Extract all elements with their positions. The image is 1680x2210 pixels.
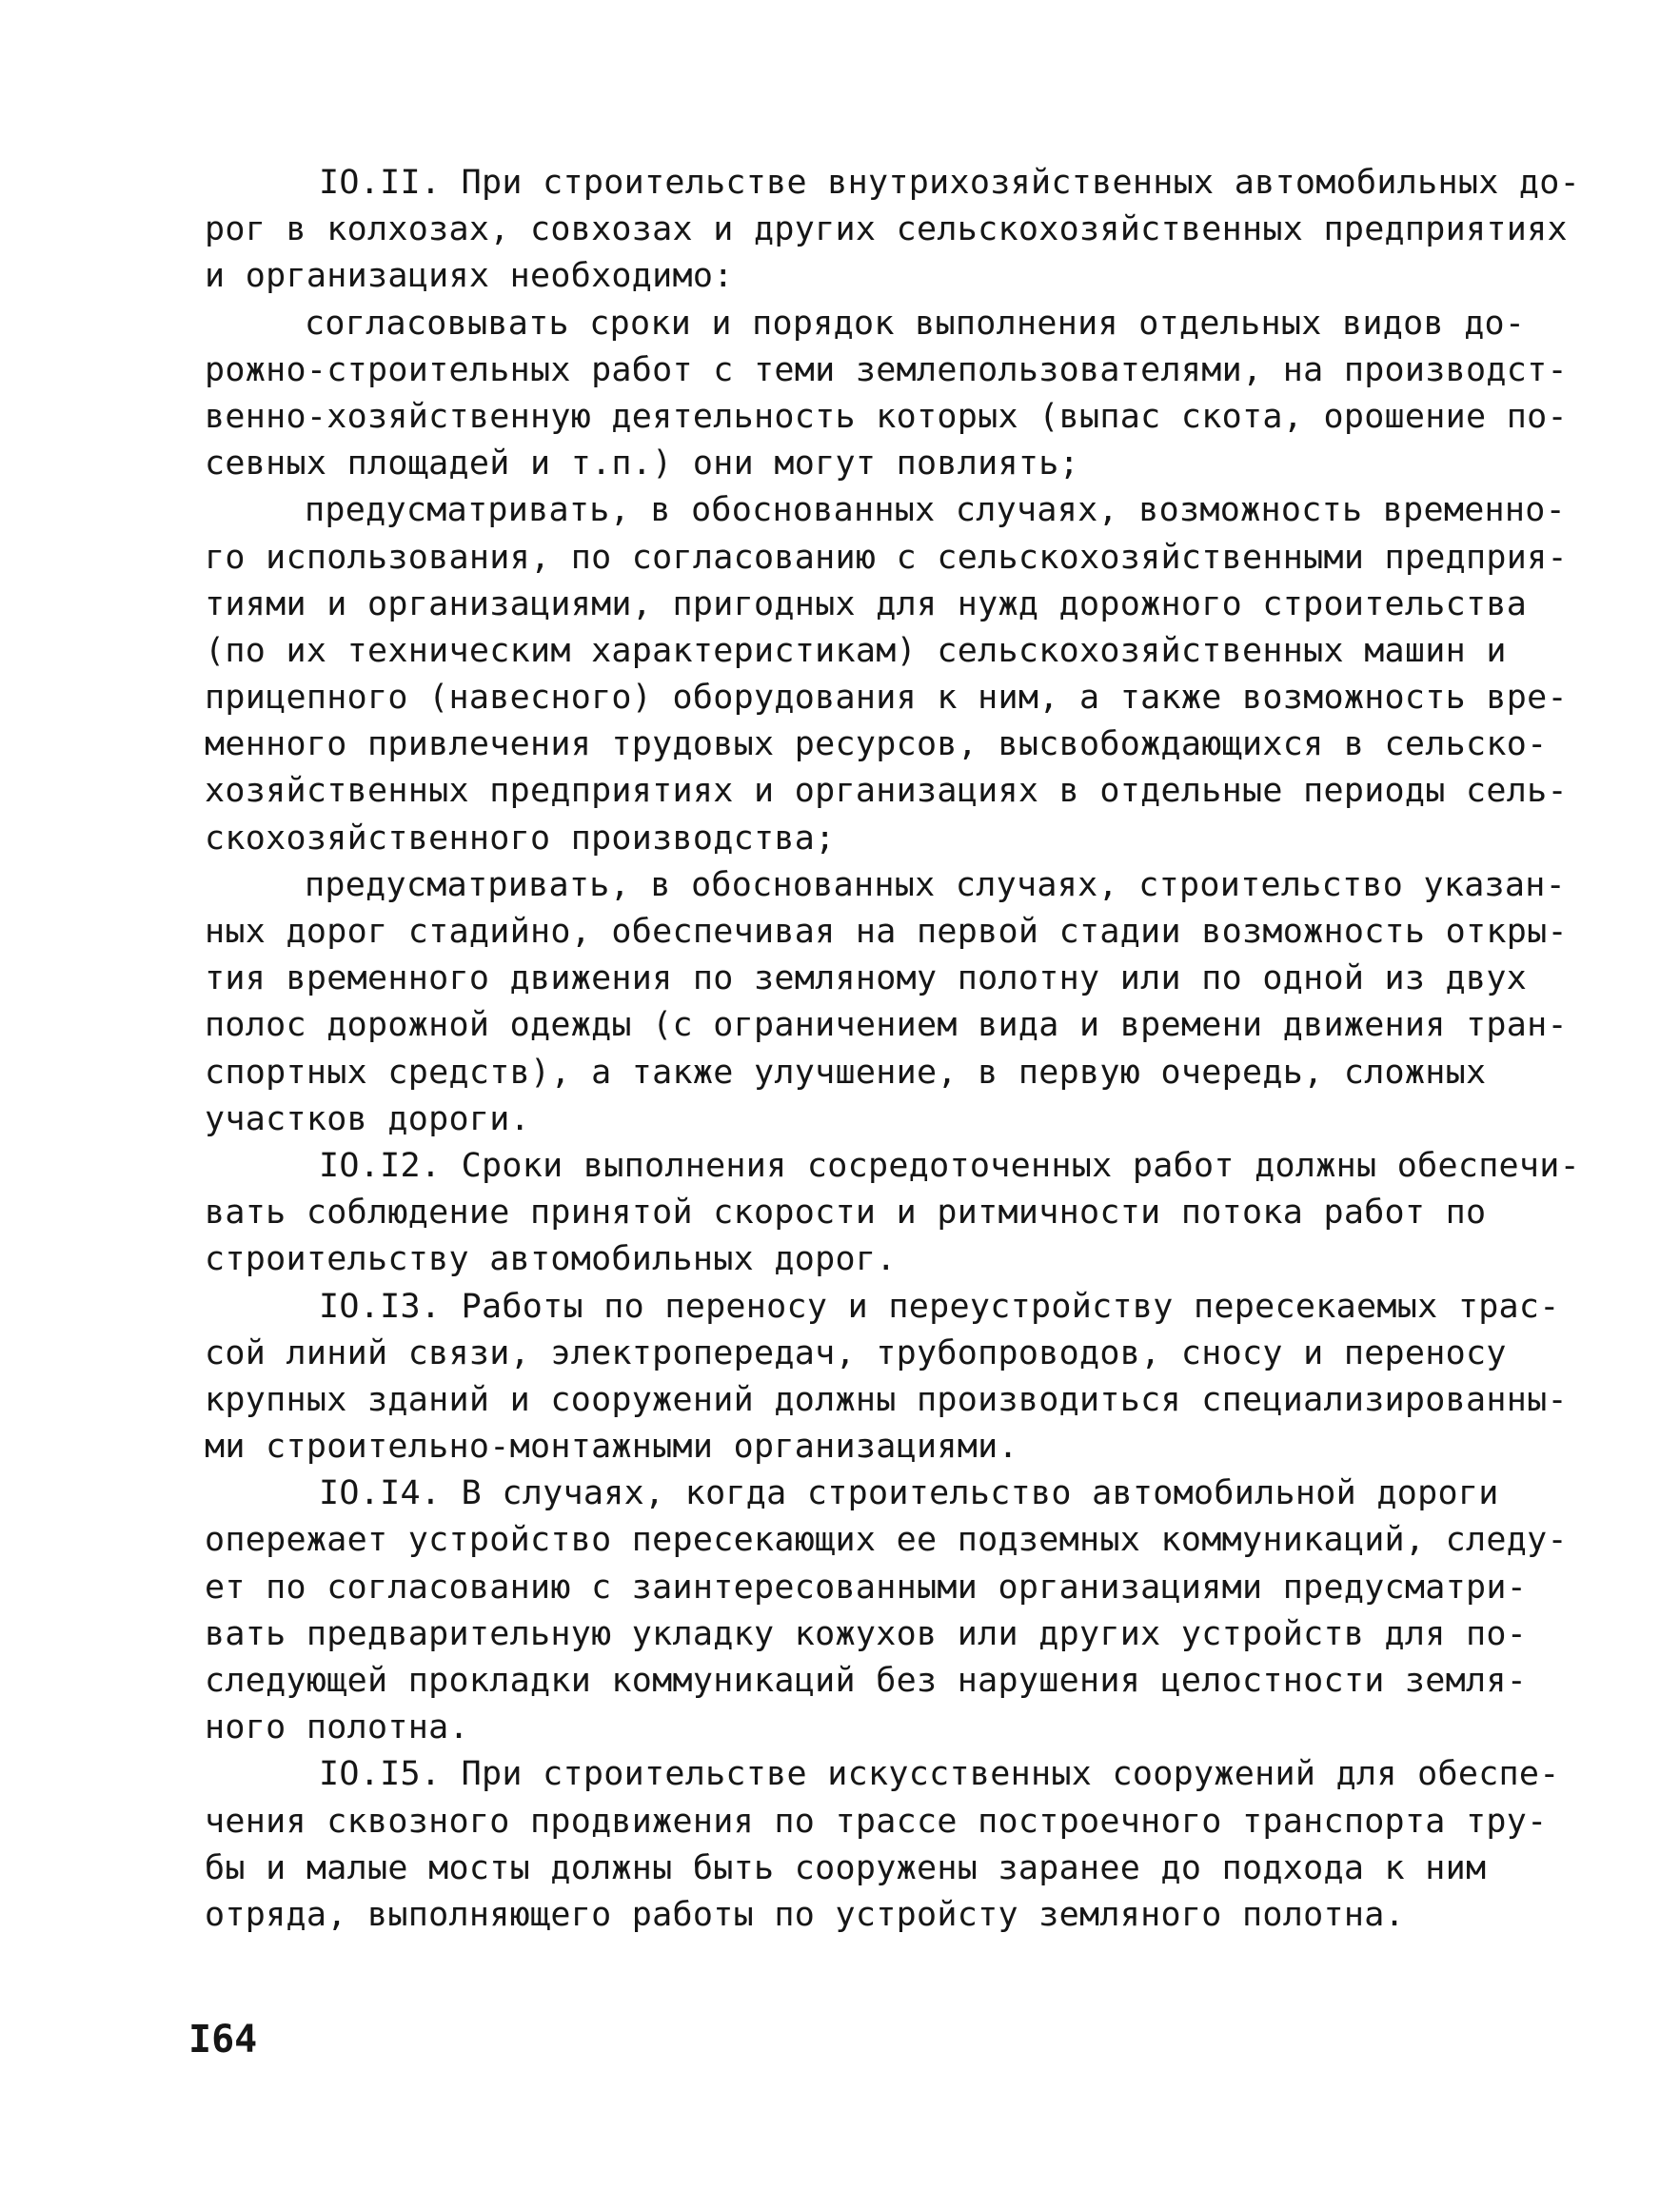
text-line: рог в колхозах, совхозах и других сельскохозяйственных предприятиях: [205, 210, 1568, 249]
body-text: [205, 160, 1581, 1939]
text-line: отряда, выполняющего работы по устройсту земляного полотна.: [205, 1895, 1405, 1934]
text-line: полос дорожной одежды (с ограничением вида и времени движения тран-: [205, 1006, 1568, 1045]
text-line: чения сквозного продвижения по трассе построечного транспорта тру-: [205, 1802, 1548, 1841]
text-line: го использования, по согласованию с сельскохозяйственными предприя-: [205, 538, 1568, 577]
text-line: рожно-строительных работ с теми землепользователями, на производст-: [205, 350, 1568, 389]
text-line: тия временного движения по земляному полотну или по одной из двух: [205, 959, 1528, 998]
text-line: следующей прокладки коммуникаций без нарушения целостности земля-: [205, 1662, 1528, 1700]
text-line: и организациях необходимо:: [205, 257, 734, 296]
text-line: ных дорог стадийно, обеспечивая на первой стадии возможность откры-: [205, 913, 1568, 951]
text-line: тиями и организациями, пригодных для нужд дорожного строительства: [205, 584, 1528, 623]
paragraph: [205, 1470, 1568, 1751]
text-line: спортных средств), а также улучшение, в первую очередь, сложных: [205, 1053, 1487, 1092]
text-line: предусматривать, в обоснованных случаях, возможность временно-: [305, 491, 1567, 530]
text-line: скохозяйственного производства;: [205, 819, 836, 858]
paragraph: [205, 1143, 1581, 1284]
text-line: ного полотна.: [205, 1708, 469, 1747]
text-line: IO.I5. При строительстве искусственных сооружений для обеспе-: [319, 1755, 1560, 1794]
text-line: хозяйственных предприятиях и организациях в отдельные периоды сель-: [205, 772, 1568, 811]
text-line: предусматривать, в обоснованных случаях, строительство указан-: [305, 865, 1567, 904]
text-line: венно-хозяйственную деятельность которых (выпас скота, орошение по-: [205, 397, 1568, 436]
text-line: менного привлечения трудовых ресурсов, высвобождающихся в сельско-: [205, 725, 1548, 764]
text-line: крупных зданий и сооружений должны производиться специализированны-: [205, 1380, 1568, 1419]
paragraph: [205, 1751, 1560, 1939]
text-line: сой линий связи, электропередач, трубопроводов, сносу и переносу: [205, 1333, 1507, 1372]
text-line: прицепного (навесного) оборудования к ним, а также возможность вре-: [205, 679, 1568, 718]
paragraph: [205, 301, 1568, 488]
text-line: участков дороги.: [205, 1099, 530, 1138]
text-line: ми строительно-монтажными организациями.: [205, 1428, 1018, 1467]
paragraph: [205, 487, 1568, 862]
text-line: IO.I3. Работы по переносу и переустройству пересекаемых трас-: [319, 1287, 1560, 1326]
text-line: строительству автомобильных дорог.: [205, 1240, 897, 1279]
text-line: IO.II. При строительстве внутрихозяйственных автомобильных до-: [319, 164, 1581, 202]
paragraph: [205, 1284, 1568, 1471]
text-line: вать соблюдение принятой скорости и ритмичности потока работ по: [205, 1194, 1487, 1233]
text-line: IO.I4. В случаях, когда строительство автомобильной дороги: [319, 1474, 1499, 1513]
text-line: ет по согласованию с заинтересованными организациями предусматри-: [205, 1568, 1528, 1607]
text-line: вать предварительную укладку кожухов или других устройств для по-: [205, 1614, 1528, 1653]
text-line: бы и малые мосты должны быть сооружены заранее до подхода к ним: [205, 1848, 1487, 1887]
text-line: опережает устройство пересекающих ее подземных коммуникаций, следу-: [205, 1521, 1568, 1560]
paragraph: [205, 862, 1568, 1143]
text-line: севных площадей и т.п.) они могут повлиять;: [205, 444, 1079, 483]
text-line: (по их техническим характеристикам) сельскохозяйственных машин и: [205, 631, 1507, 670]
paragraph: [205, 160, 1581, 301]
page-number: I64: [188, 2018, 258, 2062]
text-line: IO.I2. Сроки выполнения сосредоточенных работ должны обеспечи-: [319, 1146, 1581, 1185]
text-line: согласовывать сроки и порядок выполнения отдельных видов до-: [305, 304, 1526, 343]
